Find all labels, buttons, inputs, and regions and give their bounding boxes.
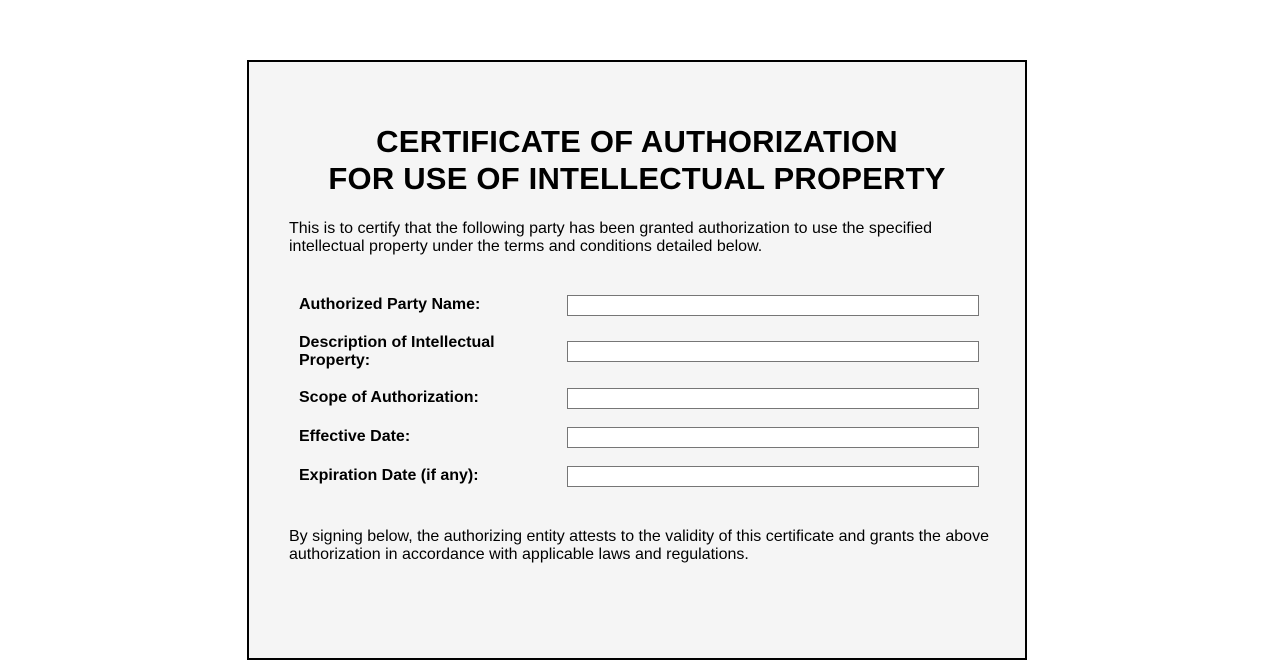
certificate [247, 60, 1027, 660]
authorized-party-name-label: Authorized Party Name: [299, 296, 481, 313]
certificate-title [249, 123, 1025, 197]
scope-input[interactable] [567, 388, 979, 409]
description-label: Description of Intellectual Property: [299, 334, 495, 369]
effective-date-label: Effective Date: [299, 428, 411, 445]
authorized-party-name-input[interactable] [567, 295, 979, 316]
description-input[interactable] [567, 341, 979, 362]
title-line-1: CERTIFICATE OF AUTHORIZATION [376, 124, 898, 159]
title-line-2: FOR USE OF INTELLECTUAL PROPERTY [328, 161, 946, 196]
effective-date-input[interactable] [567, 427, 979, 448]
intro-text: This is to certify that the following party has been granted authorization to use the specified intellectual property under the terms and conditions detailed below. [289, 220, 933, 255]
expiration-date-input[interactable] [567, 466, 979, 487]
closing-text: By signing below, the authorizing entity attests to the validity of this certificate and grants the above authorization in accordance with applicable laws and regulations. [289, 528, 989, 563]
expiration-date-label: Expiration Date (if any): [299, 467, 479, 484]
scope-label: Scope of Authorization: [299, 389, 479, 406]
